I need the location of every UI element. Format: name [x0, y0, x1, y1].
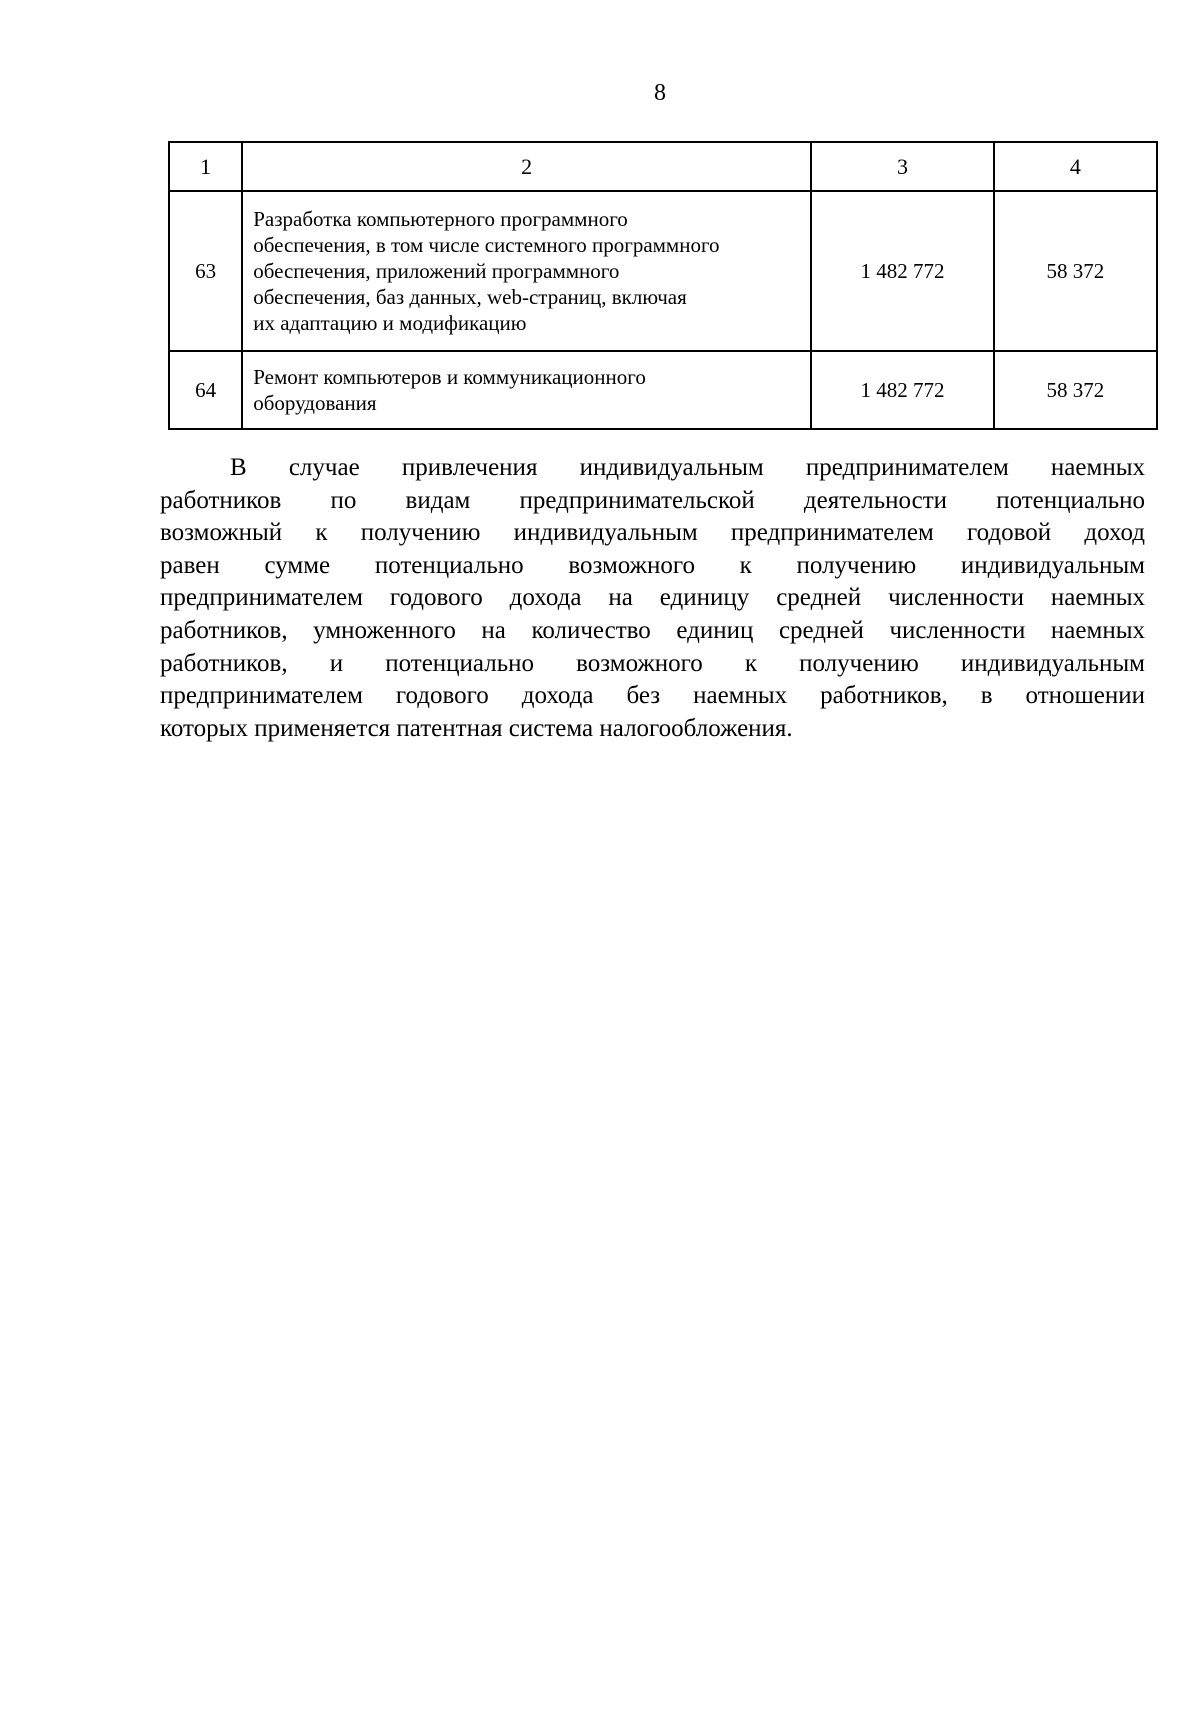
activity-name-line: Ремонт компьютеров и коммуникационного: [253, 365, 646, 389]
activity-name-line: обеспечения, баз данных, web-страниц, включая: [253, 285, 687, 309]
table-row: [169, 191, 1157, 351]
paragraph-line: работников по видам предпринимательской деятельности потенциально: [160, 486, 1145, 514]
paragraph-line: работников, и потенциально возможного к получению индивидуальным: [160, 649, 1145, 677]
value-col-4: 58 372: [994, 351, 1157, 429]
value-col-3: 1 482 772: [811, 351, 994, 429]
paragraph-line: предпринимателем годового дохода на единицу средней численности наемных: [160, 584, 1145, 612]
activity-name-line: обеспечения, в том числе системного программного: [253, 233, 720, 257]
header-cell-1: 1: [169, 142, 242, 191]
paragraph-line: предпринимателем годового дохода без наемных работников, в отношении: [160, 682, 1145, 710]
table-header-row: [169, 142, 1157, 191]
row-number: 63: [169, 191, 242, 351]
paragraph-line: возможный к получению индивидуальным предпринимателем годовой доход: [160, 519, 1145, 547]
activity-name-line: обеспечения, приложений программного: [253, 259, 620, 283]
value-col-4: 58 372: [994, 191, 1157, 351]
activity-name-line: их адаптацию и модификацию: [253, 311, 527, 335]
body-paragraph: [160, 452, 1145, 745]
activity-name-line: Разработка компьютерного программного: [253, 207, 628, 231]
tariff-table: [168, 141, 1158, 430]
header-cell-3: 3: [811, 142, 994, 191]
activity-name: [242, 191, 811, 351]
paragraph-line: равен сумме потенциально возможного к получению индивидуальным: [160, 551, 1145, 579]
paragraph-line: которых применяется патентная система налогообложения.: [160, 714, 793, 742]
header-cell-2: 2: [242, 142, 811, 191]
header-cell-4: 4: [994, 142, 1157, 191]
page-number: 8: [654, 80, 666, 106]
value-col-3: 1 482 772: [811, 191, 994, 351]
activity-name: [242, 351, 811, 429]
table-row: [169, 351, 1157, 429]
paragraph-line: работников, умноженного на количество единиц средней численности наемных: [160, 616, 1145, 644]
paragraph-line: В случае привлечения индивидуальным предпринимателем наемных: [230, 454, 1145, 481]
row-number: 64: [169, 351, 242, 429]
activity-name-line: оборудования: [253, 391, 377, 415]
